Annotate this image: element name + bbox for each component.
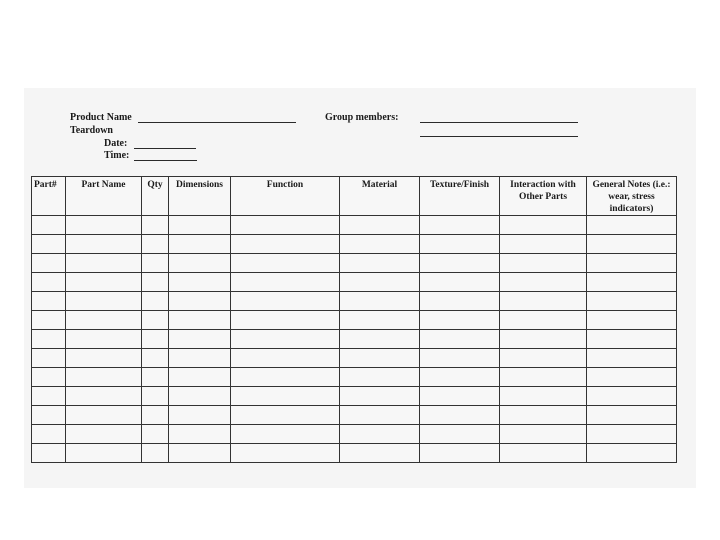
cell-function[interactable] bbox=[231, 368, 340, 387]
cell-qty[interactable] bbox=[142, 444, 169, 463]
cell-part-number[interactable] bbox=[32, 349, 66, 368]
table-row bbox=[32, 425, 677, 444]
cell-part-number[interactable] bbox=[32, 292, 66, 311]
time-label: Time: bbox=[104, 150, 130, 161]
cell-interaction[interactable] bbox=[500, 368, 587, 387]
cell-part-name[interactable] bbox=[66, 330, 142, 349]
cell-function[interactable] bbox=[231, 273, 340, 292]
cell-qty[interactable] bbox=[142, 216, 169, 235]
cell-texture-finish[interactable] bbox=[420, 368, 500, 387]
cell-function[interactable] bbox=[231, 235, 340, 254]
cell-dimensions[interactable] bbox=[169, 330, 231, 349]
cell-part-name[interactable] bbox=[66, 368, 142, 387]
cell-qty[interactable] bbox=[142, 368, 169, 387]
cell-dimensions[interactable] bbox=[169, 311, 231, 330]
cell-material[interactable] bbox=[340, 273, 420, 292]
column-header-qty: Qty bbox=[142, 177, 169, 216]
table-row bbox=[32, 311, 677, 330]
cell-part-name[interactable] bbox=[66, 292, 142, 311]
cell-function[interactable] bbox=[231, 292, 340, 311]
cell-part-name[interactable] bbox=[66, 273, 142, 292]
column-header-dimensions: Dimensions bbox=[169, 177, 231, 216]
cell-part-number[interactable] bbox=[32, 425, 66, 444]
cell-dimensions[interactable] bbox=[169, 368, 231, 387]
cell-function[interactable] bbox=[231, 387, 340, 406]
group-members-label: Group members: bbox=[325, 112, 399, 123]
column-header-interaction: Interaction with Other Parts bbox=[500, 177, 587, 216]
table-row bbox=[32, 292, 677, 311]
cell-texture-finish[interactable] bbox=[420, 235, 500, 254]
cell-material[interactable] bbox=[340, 444, 420, 463]
cell-qty[interactable] bbox=[142, 425, 169, 444]
cell-interaction[interactable] bbox=[500, 311, 587, 330]
cell-function[interactable] bbox=[231, 254, 340, 273]
table-header-row bbox=[32, 177, 677, 216]
cell-dimensions[interactable] bbox=[169, 254, 231, 273]
cell-general-notes[interactable] bbox=[587, 387, 677, 406]
cell-qty[interactable] bbox=[142, 349, 169, 368]
table-row bbox=[32, 254, 677, 273]
cell-part-name[interactable] bbox=[66, 387, 142, 406]
cell-material[interactable] bbox=[340, 292, 420, 311]
cell-texture-finish[interactable] bbox=[420, 330, 500, 349]
cell-dimensions[interactable] bbox=[169, 444, 231, 463]
cell-part-number[interactable] bbox=[32, 273, 66, 292]
cell-part-number[interactable] bbox=[32, 330, 66, 349]
cell-qty[interactable] bbox=[142, 254, 169, 273]
cell-material[interactable] bbox=[340, 406, 420, 425]
cell-part-name[interactable] bbox=[66, 425, 142, 444]
group-members-field-2[interactable] bbox=[420, 136, 578, 137]
cell-part-number[interactable] bbox=[32, 406, 66, 425]
cell-qty[interactable] bbox=[142, 406, 169, 425]
cell-material[interactable] bbox=[340, 387, 420, 406]
cell-part-name[interactable] bbox=[66, 444, 142, 463]
date-label: Date: bbox=[104, 138, 128, 149]
table-row bbox=[32, 330, 677, 349]
group-members-field-1[interactable] bbox=[420, 122, 578, 123]
cell-part-name[interactable] bbox=[66, 406, 142, 425]
cell-interaction[interactable] bbox=[500, 292, 587, 311]
table-row bbox=[32, 406, 677, 425]
cell-dimensions[interactable] bbox=[169, 273, 231, 292]
cell-material[interactable] bbox=[340, 425, 420, 444]
teardown-label: Teardown bbox=[70, 125, 113, 136]
cell-general-notes[interactable] bbox=[587, 425, 677, 444]
cell-qty[interactable] bbox=[142, 387, 169, 406]
cell-part-name[interactable] bbox=[66, 235, 142, 254]
cell-dimensions[interactable] bbox=[169, 425, 231, 444]
cell-general-notes[interactable] bbox=[587, 349, 677, 368]
cell-general-notes[interactable] bbox=[587, 406, 677, 425]
column-header-texture-finish: Texture/Finish bbox=[420, 177, 500, 216]
cell-general-notes[interactable] bbox=[587, 273, 677, 292]
cell-function[interactable] bbox=[231, 330, 340, 349]
cell-dimensions[interactable] bbox=[169, 406, 231, 425]
cell-part-name[interactable] bbox=[66, 349, 142, 368]
time-field[interactable] bbox=[134, 160, 197, 161]
table-row bbox=[32, 444, 677, 463]
cell-part-number[interactable] bbox=[32, 311, 66, 330]
cell-texture-finish[interactable] bbox=[420, 444, 500, 463]
cell-general-notes[interactable] bbox=[587, 235, 677, 254]
product-name-label: Product Name bbox=[70, 112, 132, 123]
cell-material[interactable] bbox=[340, 254, 420, 273]
cell-qty[interactable] bbox=[142, 292, 169, 311]
product-name-field[interactable] bbox=[138, 122, 296, 123]
cell-material[interactable] bbox=[340, 311, 420, 330]
cell-interaction[interactable] bbox=[500, 273, 587, 292]
column-header-general-notes: General Notes (i.e.: wear, stress indicators) bbox=[587, 177, 677, 216]
cell-texture-finish[interactable] bbox=[420, 406, 500, 425]
teardown-table bbox=[31, 176, 677, 463]
cell-function[interactable] bbox=[231, 425, 340, 444]
cell-part-number[interactable] bbox=[32, 444, 66, 463]
cell-texture-finish[interactable] bbox=[420, 311, 500, 330]
table-row bbox=[32, 368, 677, 387]
cell-qty[interactable] bbox=[142, 311, 169, 330]
cell-interaction[interactable] bbox=[500, 216, 587, 235]
cell-texture-finish[interactable] bbox=[420, 387, 500, 406]
cell-interaction[interactable] bbox=[500, 254, 587, 273]
cell-interaction[interactable] bbox=[500, 330, 587, 349]
cell-general-notes[interactable] bbox=[587, 444, 677, 463]
cell-dimensions[interactable] bbox=[169, 235, 231, 254]
table-row bbox=[32, 349, 677, 368]
cell-general-notes[interactable] bbox=[587, 292, 677, 311]
table-row bbox=[32, 273, 677, 292]
cell-general-notes[interactable] bbox=[587, 311, 677, 330]
cell-interaction[interactable] bbox=[500, 387, 587, 406]
cell-part-number[interactable] bbox=[32, 387, 66, 406]
cell-qty[interactable] bbox=[142, 235, 169, 254]
cell-texture-finish[interactable] bbox=[420, 273, 500, 292]
cell-interaction[interactable] bbox=[500, 349, 587, 368]
cell-dimensions[interactable] bbox=[169, 216, 231, 235]
cell-function[interactable] bbox=[231, 216, 340, 235]
cell-general-notes[interactable] bbox=[587, 330, 677, 349]
cell-function[interactable] bbox=[231, 444, 340, 463]
cell-part-number[interactable] bbox=[32, 216, 66, 235]
cell-material[interactable] bbox=[340, 368, 420, 387]
cell-texture-finish[interactable] bbox=[420, 425, 500, 444]
cell-dimensions[interactable] bbox=[169, 387, 231, 406]
cell-general-notes[interactable] bbox=[587, 368, 677, 387]
cell-part-number[interactable] bbox=[32, 235, 66, 254]
table-row bbox=[32, 216, 677, 235]
date-field[interactable] bbox=[134, 148, 196, 149]
table-row bbox=[32, 235, 677, 254]
cell-interaction[interactable] bbox=[500, 406, 587, 425]
cell-part-name[interactable] bbox=[66, 216, 142, 235]
table-row bbox=[32, 387, 677, 406]
cell-dimensions[interactable] bbox=[169, 292, 231, 311]
cell-part-number[interactable] bbox=[32, 254, 66, 273]
column-header-material: Material bbox=[340, 177, 420, 216]
cell-part-name[interactable] bbox=[66, 311, 142, 330]
cell-texture-finish[interactable] bbox=[420, 292, 500, 311]
cell-material[interactable] bbox=[340, 235, 420, 254]
column-header-function: Function bbox=[231, 177, 340, 216]
cell-general-notes[interactable] bbox=[587, 254, 677, 273]
cell-material[interactable] bbox=[340, 216, 420, 235]
cell-qty[interactable] bbox=[142, 273, 169, 292]
cell-texture-finish[interactable] bbox=[420, 216, 500, 235]
cell-part-number[interactable] bbox=[32, 368, 66, 387]
cell-material[interactable] bbox=[340, 330, 420, 349]
cell-dimensions[interactable] bbox=[169, 349, 231, 368]
cell-interaction[interactable] bbox=[500, 235, 587, 254]
table-body bbox=[32, 216, 677, 463]
cell-texture-finish[interactable] bbox=[420, 349, 500, 368]
column-header-part-number: Part# bbox=[32, 177, 66, 216]
cell-texture-finish[interactable] bbox=[420, 254, 500, 273]
cell-material[interactable] bbox=[340, 349, 420, 368]
cell-part-name[interactable] bbox=[66, 254, 142, 273]
cell-function[interactable] bbox=[231, 311, 340, 330]
cell-function[interactable] bbox=[231, 406, 340, 425]
cell-general-notes[interactable] bbox=[587, 216, 677, 235]
cell-qty[interactable] bbox=[142, 330, 169, 349]
cell-interaction[interactable] bbox=[500, 425, 587, 444]
column-header-part-name: Part Name bbox=[66, 177, 142, 216]
cell-function[interactable] bbox=[231, 349, 340, 368]
cell-interaction[interactable] bbox=[500, 444, 587, 463]
